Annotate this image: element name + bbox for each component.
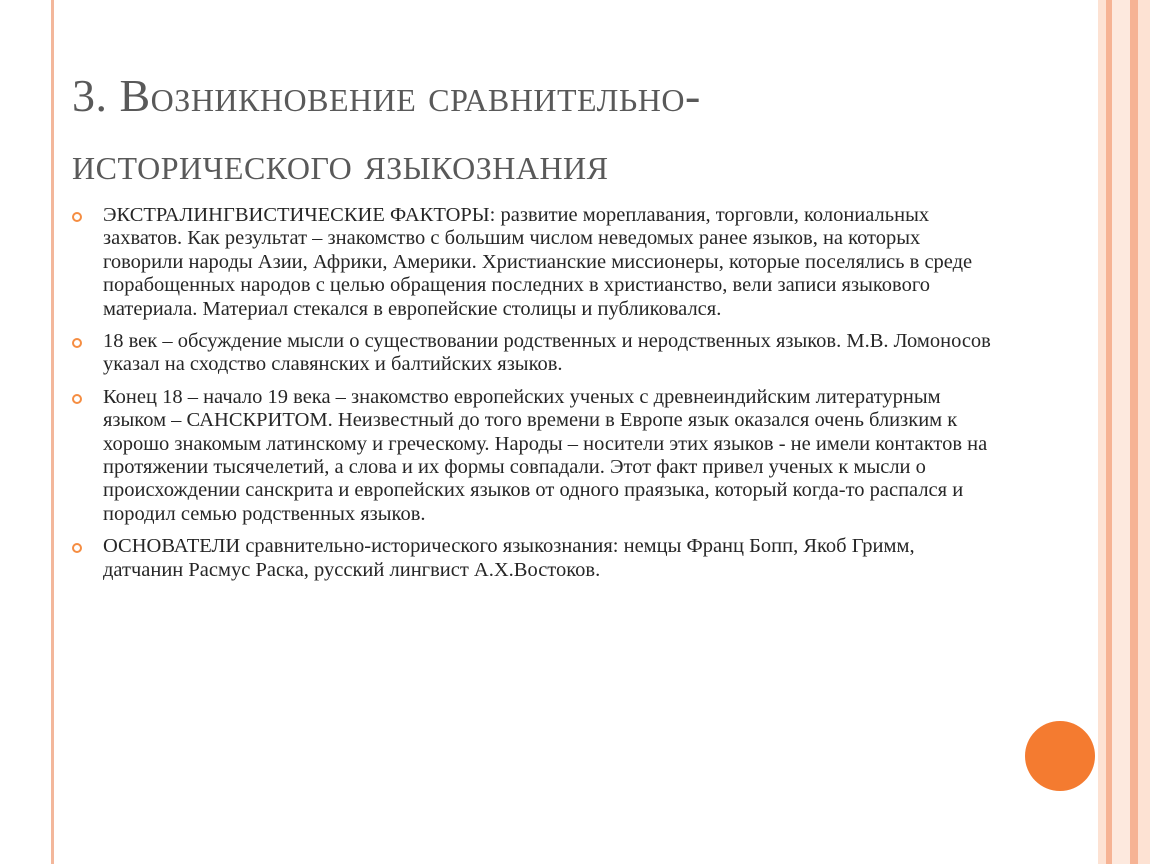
- bullet-text: 18 век – обсуждение мысли о существовании родственных и неродственных языков. М.В. Ломоносов указал на сходство славянских и балтийских языков.: [103, 330, 991, 376]
- bullet-item: [72, 330, 992, 377]
- slide-left-frame: [0, 0, 54, 864]
- slide-title-line-2: исторического языкознания: [72, 138, 609, 189]
- bullet-item: [72, 204, 992, 321]
- stripe: [1130, 0, 1138, 864]
- slide-title: [72, 62, 1032, 198]
- stripe: [1098, 0, 1106, 864]
- circle-bullet-icon: [72, 543, 82, 553]
- bullet-list: [72, 204, 992, 591]
- bullet-item: [72, 535, 992, 582]
- bullet-text: ЭКСТРАЛИНГВИСТИЧЕСКИЕ ФАКТОРЫ: развитие мореплавания, торговли, колониальных захватов. Как результат – знакомство с большим числом неведомых ранее языков, на которых говорили народы Азии, Африки, Америки. Христианские миссионеры, которые поселялись в среде порабощенных народов с целью обращения последних в христианство, вели записи языкового материала. Материал стекался в европейские столицы и публиковался.: [103, 204, 973, 320]
- circle-bullet-icon: [72, 212, 82, 222]
- decorative-stripes: [1098, 0, 1150, 864]
- stripe: [1112, 0, 1130, 864]
- bullet-text: ОСНОВАТЕЛИ сравнительно-исторического языкознания: немцы Франц Бопп, Якоб Гримм, датчанин Расмус Раска, русский лингвист А.Х.Востоков.: [103, 535, 915, 581]
- bullet-item: [72, 386, 992, 526]
- orange-circle-decoration: [1025, 721, 1095, 791]
- circle-bullet-icon: [72, 394, 82, 404]
- bullet-text: Конец 18 – начало 19 века – знакомство европейских ученых с древнеиндийским литературным языком – САНСКРИТОМ. Неизвестный до того времени в Европе язык оказался очень близким к хорошо знакомым латинскому и греческому. Народы – носители этих языков - не имели контактов на протяжении тысячелетий, а слова и их формы совпадали. Этот факт привел ученых к мысли о происхождении санскрита и европейских языков от одного праязыка, который когда-то распался и породил семью родственных языков.: [103, 385, 988, 525]
- slide-title-line-1: 3. Возникновение сравнительно-: [72, 70, 701, 121]
- circle-bullet-icon: [72, 338, 82, 348]
- stripe: [1138, 0, 1150, 864]
